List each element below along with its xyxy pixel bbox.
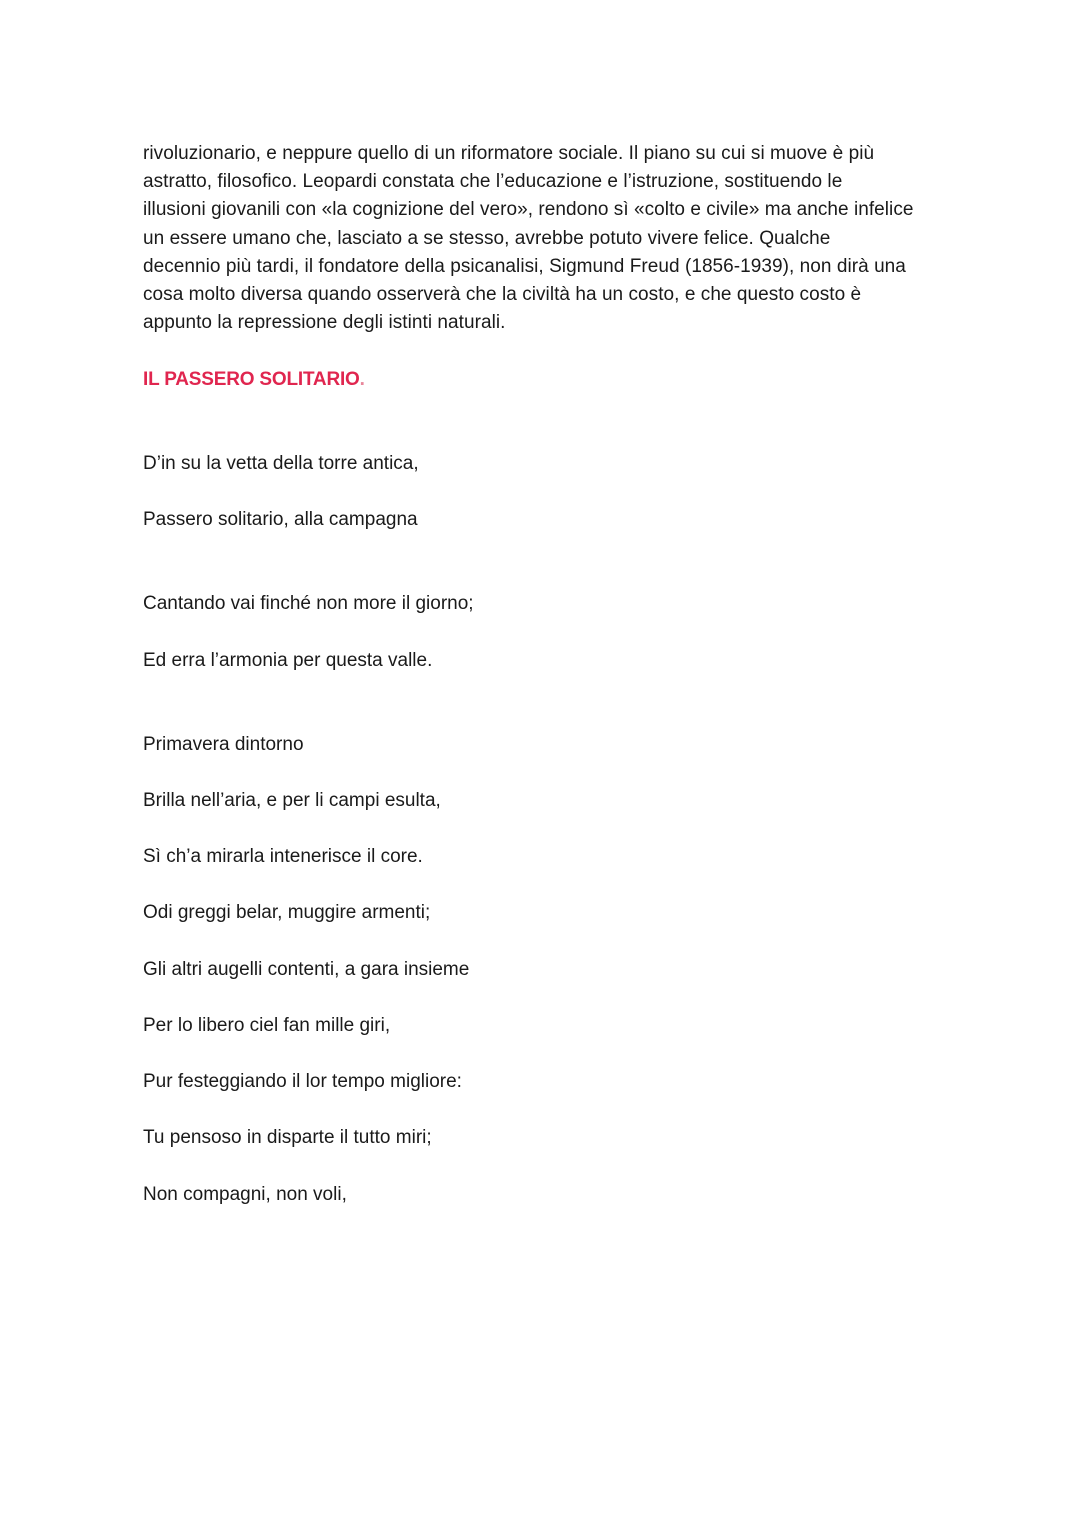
verse-line: Brilla nell’aria, e per li campi esulta, — [143, 790, 441, 811]
section-title: IL PASSERO SOLITARIO — [143, 369, 360, 390]
verse-line: Ed erra l’armonia per questa valle. — [143, 650, 433, 671]
paragraph-line: appunto la repressione degli istinti naturali. — [143, 312, 506, 334]
paragraph-line: cosa molto diversa quando osserverà che la civiltà ha un costo, e che questo costo è — [143, 284, 862, 306]
document-page — [143, 140, 943, 1205]
section-title-punctuation: . — [359, 369, 365, 390]
verse-line: Odi greggi belar, muggire armenti; — [143, 902, 431, 923]
verse-line: D’in su la vetta della torre antica, — [143, 453, 419, 474]
paragraph-line: rivoluzionario, e neppure quello di un riformatore sociale. Il piano su cui si muove è più — [143, 143, 875, 164]
paragraph-line: decennio più tardi, il fondatore della psicanalisi, Sigmund Freud (1856-1939), non dirà una — [143, 255, 906, 277]
verse-line: Pur festeggiando il lor tempo migliore: — [143, 1071, 462, 1092]
verse-line: Sì ch’a mirarla intenerisce il core. — [143, 846, 423, 867]
body-paragraph — [143, 140, 943, 337]
paragraph-line: un essere umano che, lasciato a se stesso, avrebbe potuto vivere felice. Qualche — [143, 227, 831, 249]
verse-line: Primavera dintorno — [143, 734, 304, 755]
paragraph-line: illusioni giovanili con «la cognizione del vero», rendono sì «colto e civile» ma anche infelice — [143, 199, 914, 221]
paragraph-line: astratto, filosofico. Leopardi constata che l’educazione e l’istruzione, sostituendo le — [143, 171, 843, 193]
verse-line: Per lo libero ciel fan mille giri, — [143, 1015, 391, 1036]
section-heading — [143, 368, 365, 392]
verse-line: Tu pensoso in disparte il tutto miri; — [143, 1127, 432, 1148]
verse-line: Non compagni, non voli, — [143, 1184, 347, 1205]
verse-line: Gli altri augelli contenti, a gara insieme — [143, 959, 470, 980]
verse-line: Cantando vai finché non more il giorno; — [143, 593, 474, 614]
verse-line: Passero solitario, alla campagna — [143, 509, 418, 530]
